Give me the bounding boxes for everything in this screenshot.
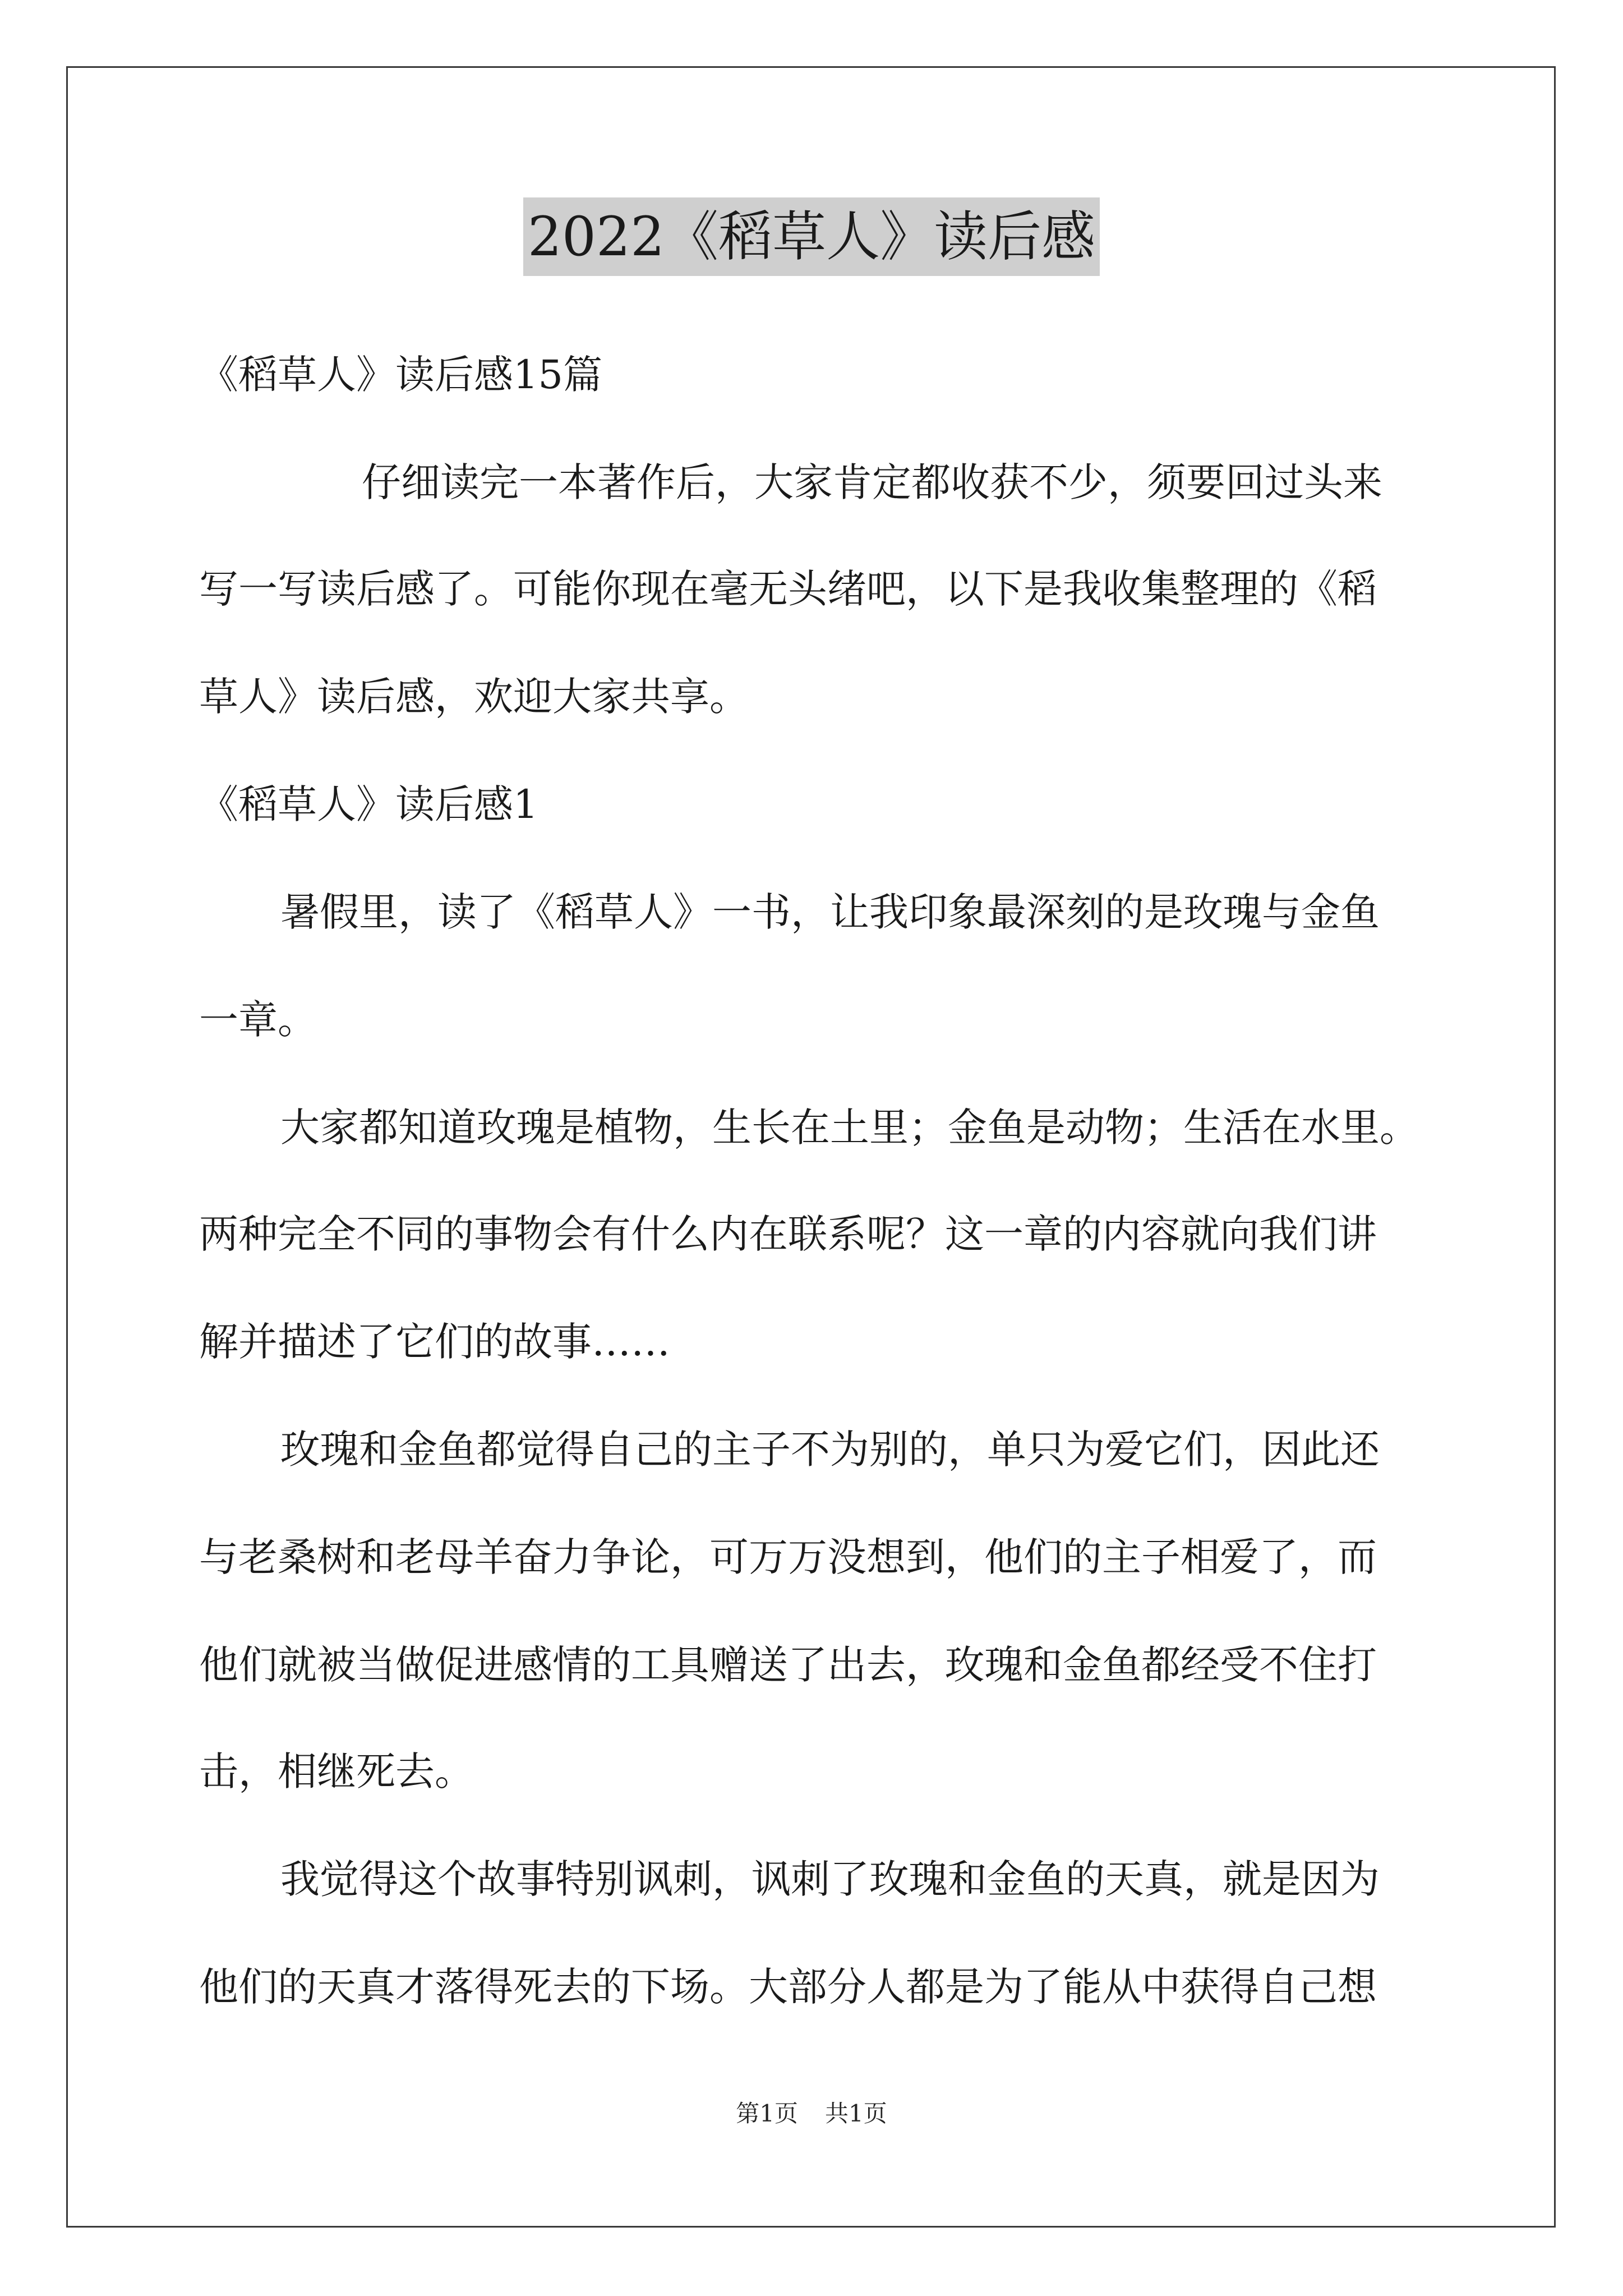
intro-line-2: 写一写读后感了。可能你现在毫无头绪吧，以下是我收集整理的《稻	[199, 566, 1377, 612]
intro-line-1: 仔细读完一本著作后，大家肯定都收获不少，须要回过头来	[362, 459, 1382, 505]
body-line: 与老桑树和老母羊奋力争论，可万万没想到，他们的主子相爱了，而	[199, 1534, 1377, 1580]
title-container	[0, 197, 1623, 276]
body-line: 他们就被当做促进感情的工具赠送了出去，玫瑰和金鱼都经受不住打	[199, 1642, 1377, 1688]
body-line: 大家都知道玫瑰是植物，生长在土里；金鱼是动物；生活在水里。	[280, 1105, 1419, 1151]
body-line: 一章。	[199, 997, 317, 1043]
body-line: 我觉得这个故事特别讽刺，讽刺了玫瑰和金鱼的天真，就是因为	[280, 1856, 1380, 1902]
page-footer	[0, 2097, 1623, 2131]
intro-line-3: 草人》读后感，欢迎大家共享。	[199, 674, 749, 720]
body-line: 解并描述了它们的故事……	[199, 1319, 670, 1365]
document-title: 2022《稻草人》读后感	[523, 197, 1100, 276]
body-line: 击，相继死去。	[199, 1749, 474, 1795]
subtitle: 《稻草人》读后感15篇	[199, 352, 603, 398]
page-number-total: 共1页	[825, 2100, 887, 2127]
body-line: 暑假里，读了《稻草人》一书，让我印象最深刻的是玫瑰与金鱼	[280, 889, 1380, 935]
page-number-current: 第1页	[736, 2100, 798, 2127]
section-heading: 《稻草人》读后感1	[199, 781, 538, 827]
body-line: 玫瑰和金鱼都觉得自己的主子不为别的，单只为爱它们，因此还	[280, 1427, 1380, 1473]
body-line: 两种完全不同的事物会有什么内在联系呢？这一章的内容就向我们讲	[199, 1211, 1377, 1257]
body-line: 他们的天真才落得死去的下场。大部分人都是为了能从中获得自己想	[199, 1964, 1377, 2010]
